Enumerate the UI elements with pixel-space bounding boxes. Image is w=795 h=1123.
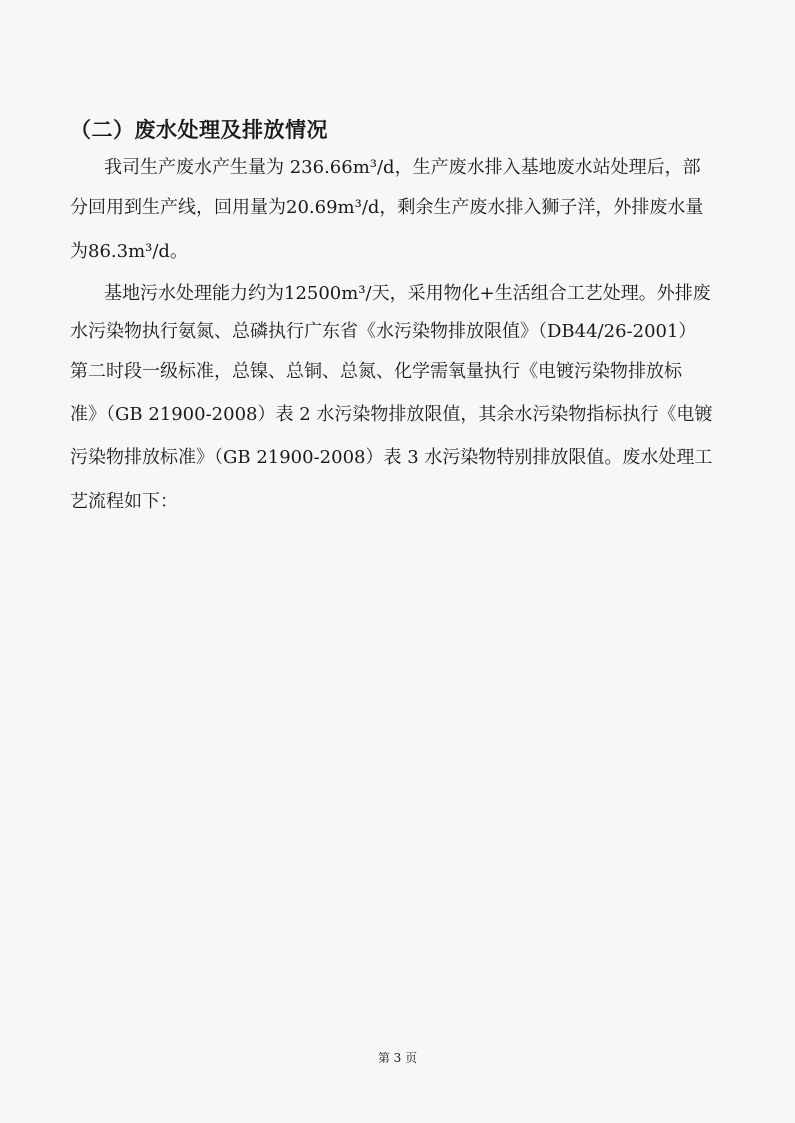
paragraph-line: 水污染物执行氨氮、总磷执行广东省《水污染物排放限值》（DB44/26-2001） xyxy=(70,321,697,342)
paragraph-line: 为86.3m³/d。 xyxy=(70,241,188,262)
paragraph-line: 污染物排放标准》（GB 21900-2008）表 3 水污染物特别排放限值。废水处理工 xyxy=(70,447,713,468)
paragraph-line: 第二时段一级标准，总镍、总铜、总氮、化学需氧量执行《电镀污染物排放标 xyxy=(70,361,682,382)
paragraph-line: 艺流程如下： xyxy=(70,491,178,512)
section-heading: （二）废水处理及排放情况 xyxy=(70,118,328,142)
page-number: 第 3 页 xyxy=(377,1051,418,1065)
paragraph-line: 分回用到生产线，回用量为20.69m³/d，剩余生产废水排入狮子洋，外排废水量 xyxy=(70,197,704,218)
paragraph-line: 准》（GB 21900-2008）表 2 水污染物排放限值，其余水污染物指标执行《电镀 xyxy=(70,404,713,425)
paragraph-line: 基地污水处理能力约为12500m³/天，采用物化+生活组合工艺处理。外排废 xyxy=(104,283,711,304)
paragraph-line: 我司生产废水产生量为 236.66m³/d，生产废水排入基地废水站处理后，部 xyxy=(104,157,701,178)
